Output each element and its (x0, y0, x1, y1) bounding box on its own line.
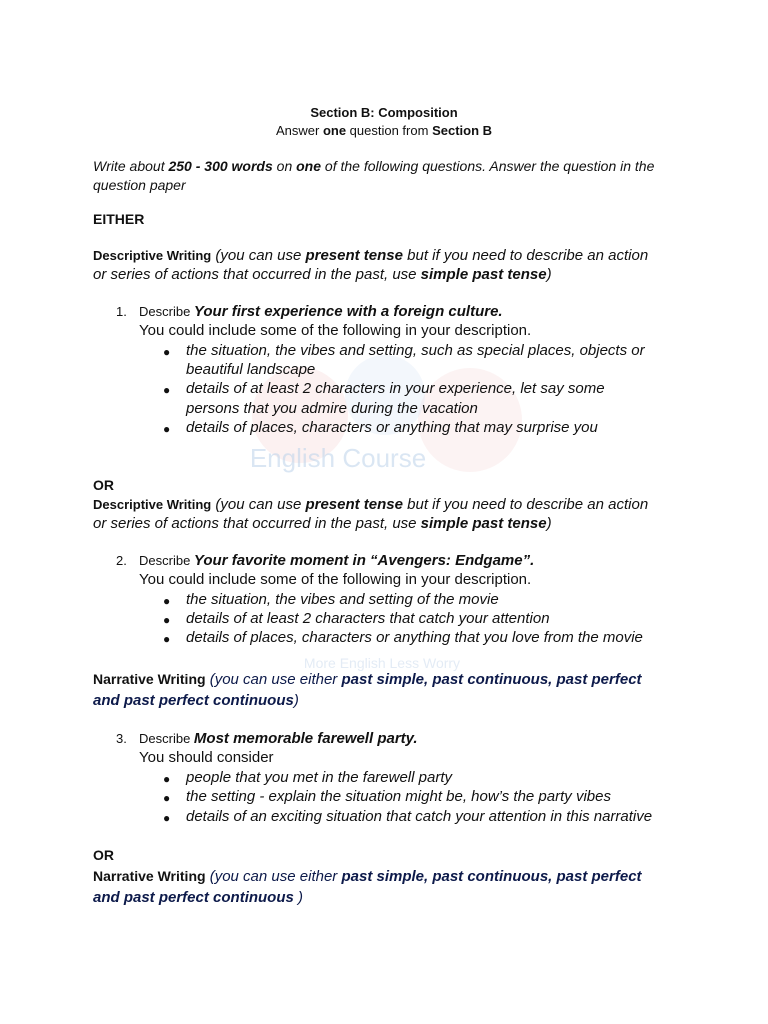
question-3-title: Describe Most memorable farewell party. (139, 730, 418, 747)
question-1-number: 1. (116, 304, 127, 319)
watermark-tagline: More English Less Worry (303, 655, 461, 671)
either-label: EITHER (93, 211, 145, 227)
q1-bullet-1-line-2: beautiful landscape (186, 361, 316, 378)
q2-bullet-3: details of places, characters or anything that you love from the movie (186, 629, 643, 646)
narrative-writing-heading: Narrative Writing (you can use either past simple, past continuous, past perfect (93, 671, 642, 688)
narrative-writing-line-2: and past perfect continuous) (93, 692, 299, 709)
descriptive-writing-line-2: or series of actions that occurred in the past, use simple past tense) (93, 515, 552, 532)
instructions-line-1: Write about 250 - 300 words on one of the following questions. Answer the question in the (93, 158, 655, 174)
bullet-dot: ● (163, 345, 171, 359)
q1-bullet-1-line-1: the situation, the vibes and setting, such as special places, objects or (186, 342, 645, 359)
q2-bullet-2: details of at least 2 characters that catch your attention (186, 610, 550, 627)
section-title: Section B: Composition (310, 105, 458, 120)
narrative-writing-heading: Narrative Writing (you can use either past simple, past continuous, past perfect (93, 868, 642, 885)
descriptive-writing-heading: Descriptive Writing (you can use present tense but if you need to describe an action (93, 247, 649, 264)
bullet-dot: ● (163, 613, 171, 627)
question-1-subtext: You could include some of the following in your description. (139, 322, 532, 339)
q2-bullet-1: the situation, the vibes and setting of the movie (186, 591, 499, 608)
q3-bullet-1: people that you met in the farewell party (186, 769, 452, 786)
q1-bullet-2-line-2: persons that you admire during the vacation (186, 400, 478, 417)
question-3-subtext: You should consider (139, 749, 274, 766)
bullet-dot: ● (163, 422, 171, 436)
question-2-subtext: You could include some of the following in your description. (139, 571, 532, 588)
bullet-dot: ● (163, 811, 171, 825)
section-instruction: Answer one question from Section B (275, 123, 493, 138)
or-label: OR (93, 847, 114, 863)
q3-bullet-3: details of an exciting situation that catch your attention in this narrative (186, 808, 653, 825)
question-1-title: Describe Your first experience with a foreign culture. (139, 303, 503, 320)
descriptive-writing-line-2: or series of actions that occurred in the past, use simple past tense) (93, 266, 552, 283)
question-3-number: 3. (116, 731, 127, 746)
bullet-dot: ● (163, 772, 171, 786)
bullet-dot: ● (163, 383, 171, 397)
question-2-number: 2. (116, 553, 127, 568)
or-label: OR (93, 477, 114, 493)
q1-bullet-2-line-1: details of at least 2 characters in your experience, let say some (186, 380, 605, 397)
narrative-writing-line-2: and past perfect continuous ) (93, 889, 304, 906)
bullet-dot: ● (163, 594, 171, 608)
question-2-title: Describe Your favorite moment in “Avengers: Endgame”. (139, 552, 535, 569)
descriptive-writing-heading: Descriptive Writing (you can use present tense but if you need to describe an action (93, 496, 649, 513)
bullet-dot: ● (163, 632, 171, 646)
q1-bullet-3: details of places, characters or anything that may surprise you (186, 419, 598, 436)
watermark-title: English Course (249, 443, 427, 473)
instructions-line-2: question paper (93, 177, 186, 193)
q3-bullet-2: the setting - explain the situation might be, how’s the party vibes (186, 788, 611, 805)
bullet-dot: ● (163, 791, 171, 805)
